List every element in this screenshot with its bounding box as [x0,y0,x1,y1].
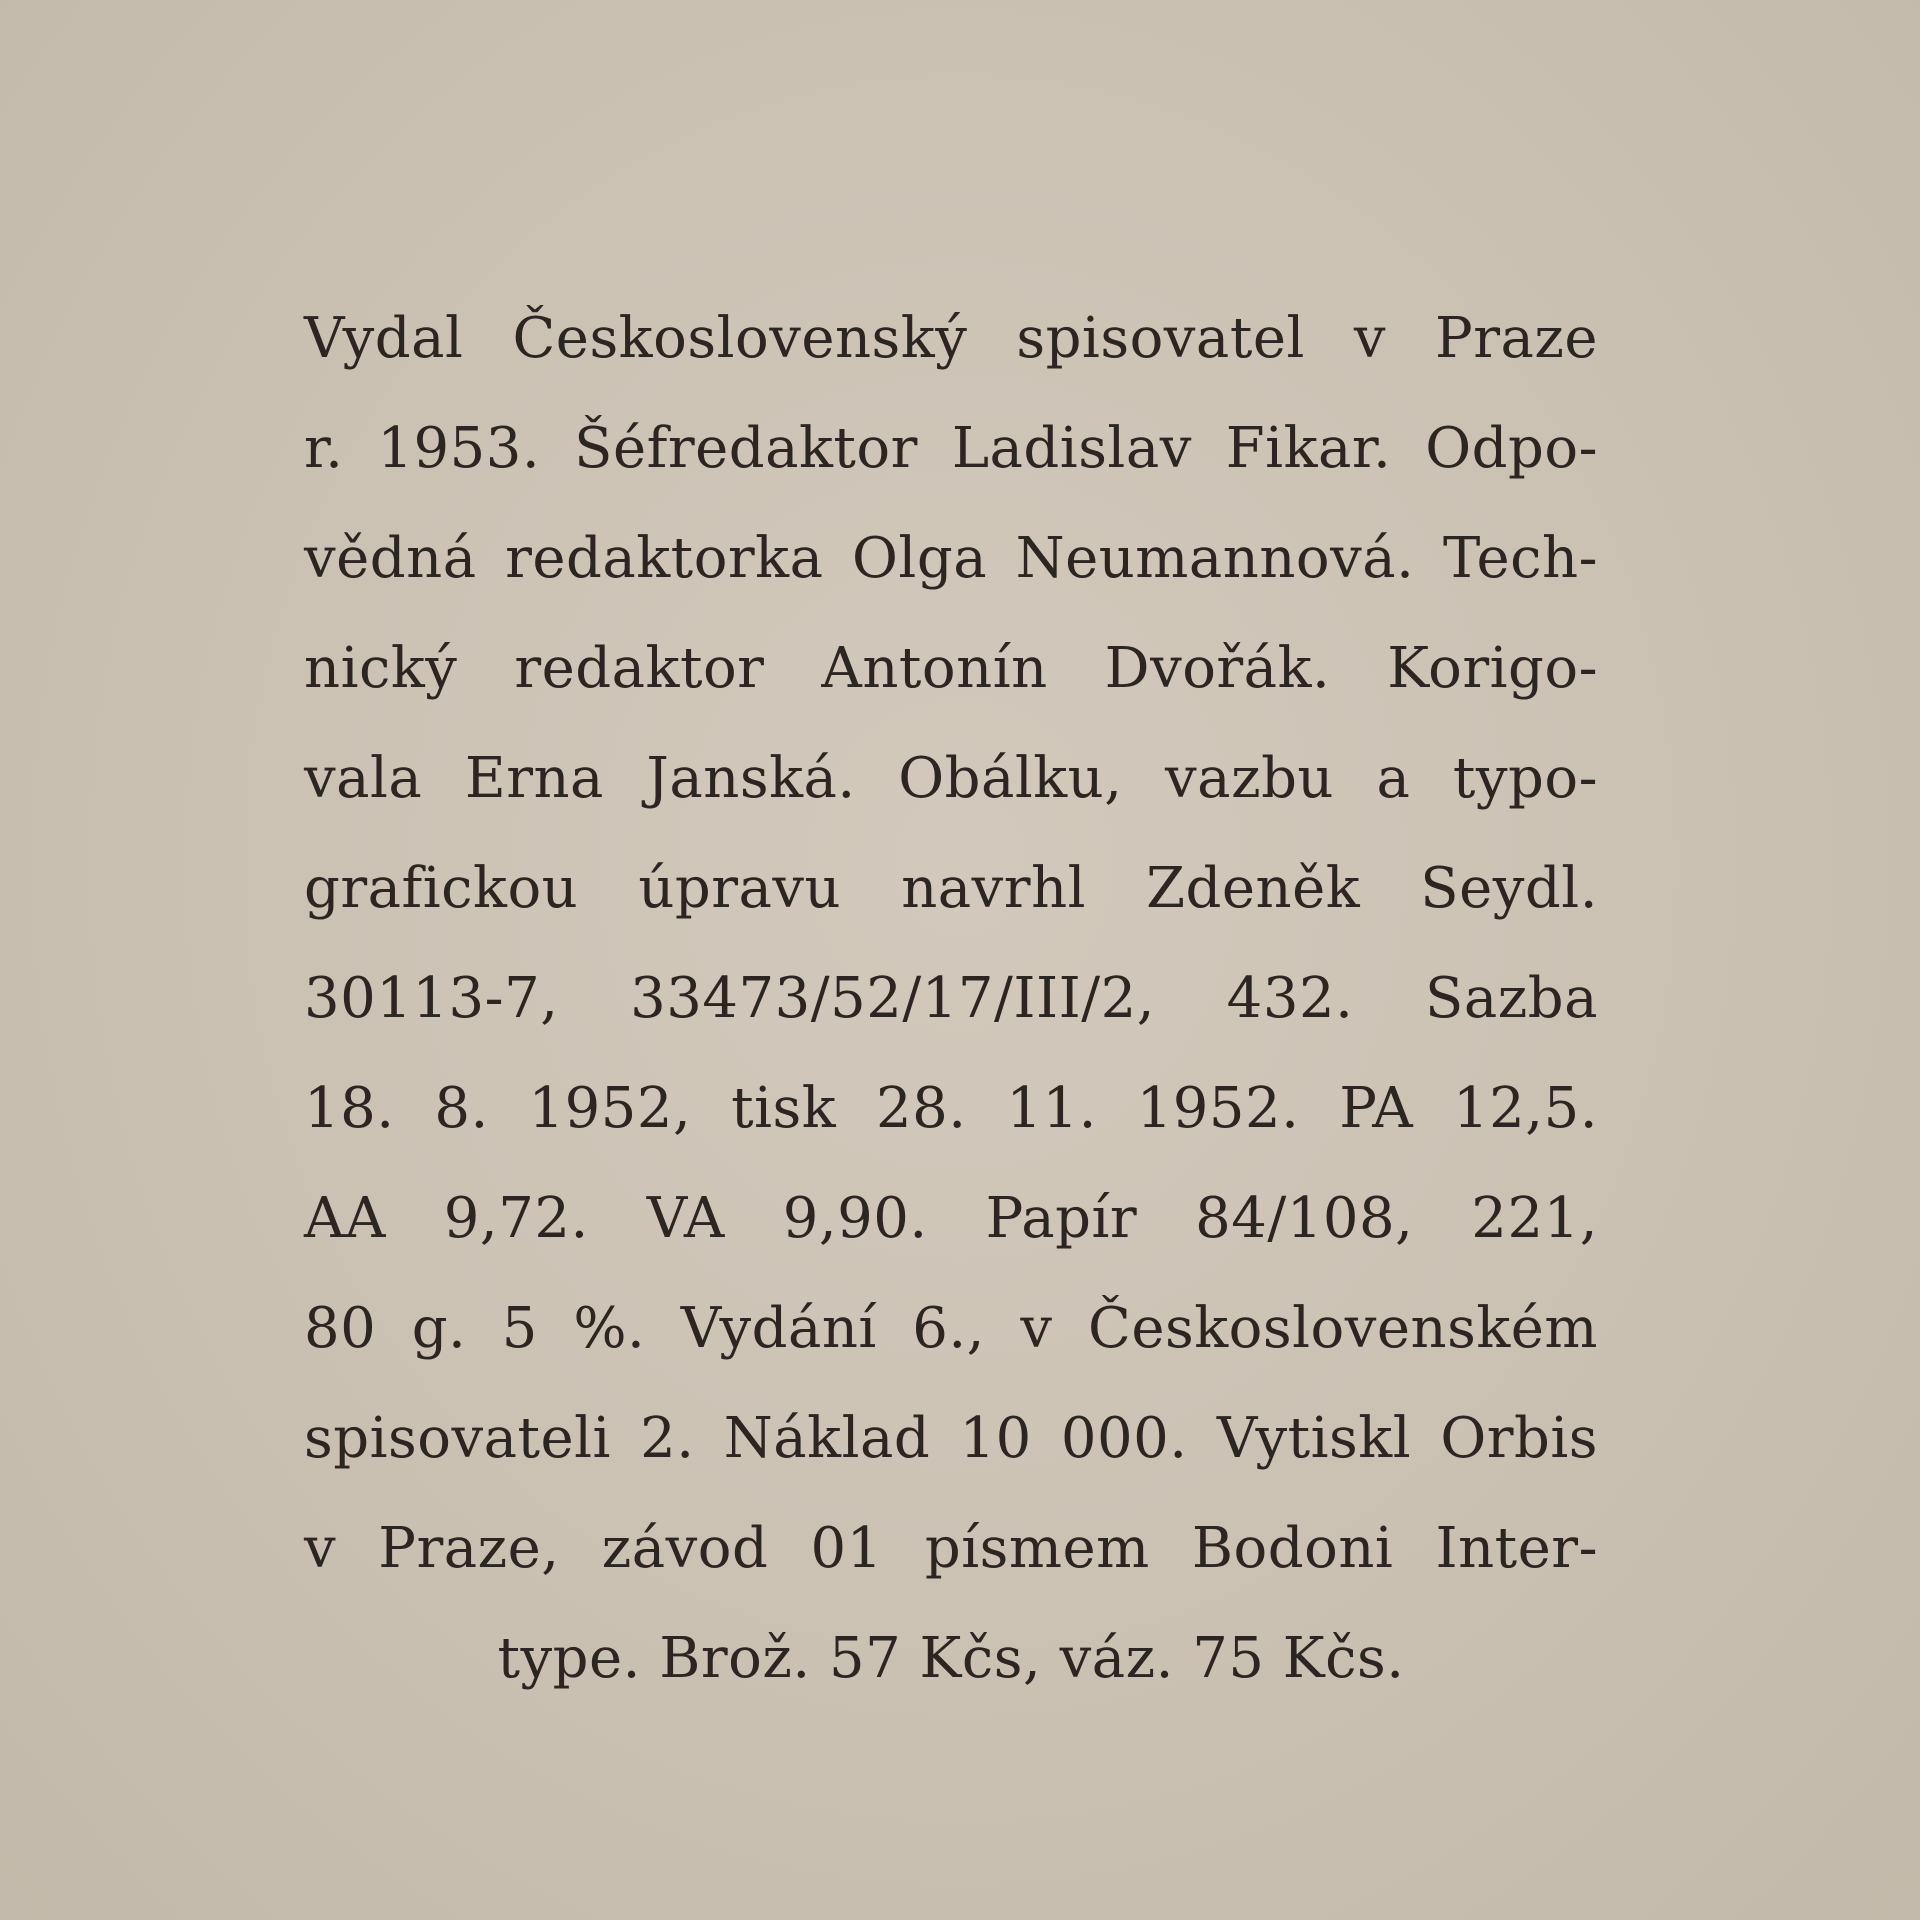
colophon-line-7: 30113-7, 33473/52/17/III/2, 432. Sazba [304,966,1598,1031]
colophon-line-13: type. Brož. 57 Kčs, váz. 75 Kčs. [497,1626,1405,1691]
colophon-line-8: 18. 8. 1952, tisk 28. 11. 1952. PA 12,5. [304,1076,1598,1141]
colophon-line-2: r. 1953. Šéfredaktor Ladislav Fikar. Odpo- [304,416,1598,481]
colophon-line-10: 80 g. 5 %. Vydání 6., v Československém [304,1296,1598,1361]
colophon-line-1: Vydal Československý spisovatel v Praze [304,306,1598,371]
colophon-line-9: AA 9,72. VA 9,90. Papír 84/108, 221, [304,1186,1598,1251]
colophon-line-4: nický redaktor Antonín Dvořák. Korigo- [304,636,1598,701]
colophon-line-3: vědná redaktorka Olga Neumannová. Tech- [304,526,1598,591]
colophon-line-5: vala Erna Janská. Obálku, vazbu a typo- [304,746,1598,811]
colophon-line-11: spisovateli 2. Náklad 10 000. Vytiskl Orbis [304,1406,1598,1471]
colophon-text-block [304,284,1598,1714]
colophon-line-6: grafickou úpravu navrhl Zdeněk Seydl. [304,856,1598,921]
colophon-line-12: v Praze, závod 01 písmem Bodoni Inter- [304,1516,1598,1581]
